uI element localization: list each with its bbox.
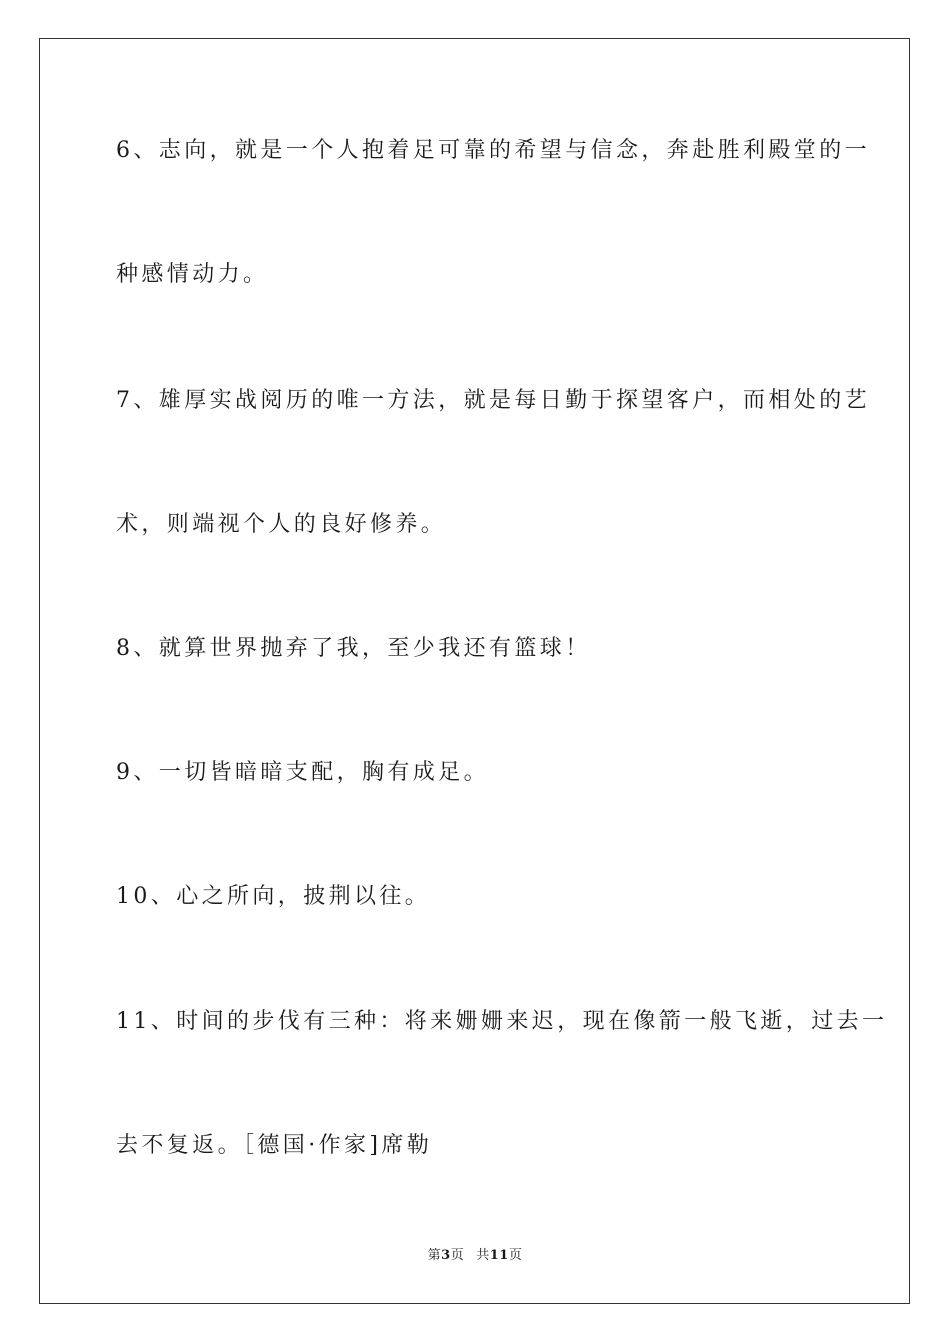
text-line-quote-7-part2: 术，则端视个人的良好修养。 <box>116 512 447 537</box>
footer-total-suffix: 页 <box>508 1248 523 1263</box>
footer-page-current: 3 <box>441 1248 451 1263</box>
text-line-quote-6-part1: 6、志向，就是一个人抱着足可靠的希望与信念，奔赴胜利殿堂的一 <box>116 138 870 163</box>
page-footer <box>0 1247 950 1265</box>
text-line-quote-11-part1: 11、时间的步伐有三种：将来姗姗来迟，现在像箭一般飞逝，过去一 <box>116 1009 888 1034</box>
footer-page-suffix: 页 <box>450 1248 465 1263</box>
footer-total-prefix: 共 <box>476 1248 490 1263</box>
footer-page-total: 11 <box>489 1248 509 1263</box>
text-line-quote-11-part2: 去不复返。［德国·作家]席勒 <box>116 1133 433 1158</box>
text-line-quote-7-part1: 7、雄厚实战阅历的唯一方法，就是每日勤于探望客户，而相处的艺 <box>116 388 870 413</box>
text-line-quote-6-part2: 种感情动力。 <box>116 262 269 287</box>
text-line-quote-8: 8、就算世界抛弃了我，至少我还有篮球！ <box>116 636 591 661</box>
text-line-quote-10: 10、心之所向，披荆以往。 <box>116 884 431 909</box>
footer-page-prefix: 第 <box>427 1248 442 1263</box>
page-frame <box>39 38 910 1304</box>
text-line-quote-9: 9、一切皆暗暗支配，胸有成足。 <box>116 760 489 785</box>
